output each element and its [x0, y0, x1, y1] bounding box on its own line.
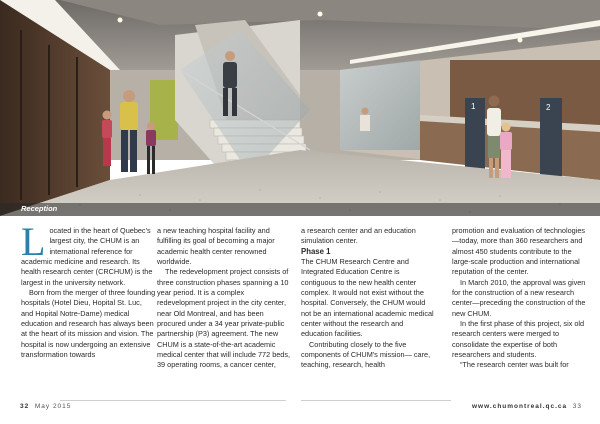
photo-caption: Reception: [21, 204, 58, 213]
page-number-left: 32: [20, 403, 30, 410]
page-number-right: 33: [572, 403, 582, 410]
paragraph: In the first phase of this project, six old research centers were merged to consolidate the expertise of both researchers and students.: [452, 319, 585, 360]
article-column-1: [21, 219, 156, 360]
article-column-2: [157, 226, 292, 371]
article-column-4: [452, 226, 587, 371]
counter-number-1: 1: [471, 102, 476, 111]
paragraph: In March 2010, the approval was given for the construction of a new research center—preceding the construction of the new CHUM.: [452, 277, 586, 318]
issue-date: May 2015: [34, 403, 72, 410]
paragraph: a new teaching hospital facility and fulfilling its goal of becoming a major academic health center renowned worldwide.: [157, 226, 275, 267]
paragraph: The redevelopment project consists of three construction phases spanning a 10 year period. It is a complex redevelopment project in the city center, near Old Montreal, and has been procured under a 34 year private-public partnership (P3) agreement. The new CHUM is a state-of-the-art academic medical center that will include 772 beds, 39 operating rooms, a cancer center,: [157, 267, 291, 370]
paragraph: a research center and an education simulation center.: [301, 226, 416, 246]
footer-rule-right: [301, 400, 451, 401]
paragraph: ocated in the heart of Quebec's largest city, the CHUM is an international reference for academic medicine and research. Its health research center (CRCHUM) is the largest in the university network.: [21, 226, 153, 287]
article-column-3: [301, 226, 436, 371]
paragraph: Born from the merger of three founding hospitals (Hotel Dieu, Hopital St. Luc, and Hopital Notre-Dame) medical education and research has always been at the heart of its mission and vision. The hospital is now undergoing an extensive transformation towards: [21, 288, 156, 360]
photo-caption-bar: [0, 203, 600, 216]
paragraph: “The research center was built for: [460, 360, 569, 370]
footer-rule-left: [60, 400, 286, 401]
paragraph: Contributing closely to the five components of CHUM's mission— care, teaching, research, health: [301, 339, 431, 370]
drop-cap: L: [21, 219, 46, 264]
footer-left: [20, 403, 71, 410]
counter-number-2: 2: [546, 103, 551, 112]
paragraph: promotion and evaluation of technologies—today, more than 360 researchers and almost 450 students contribute to the large-scale production and international reputation of the center.: [452, 226, 586, 277]
website: www.chumontreal.qc.ca: [471, 403, 568, 410]
footer-right: [472, 403, 582, 410]
section-heading: Phase 1: [301, 246, 331, 256]
paragraph: The CHUM Research Centre and Integrated Education Centre is contiguous to the new health center complex. It would not exist without the hospital. Conversely, the CHUM would not be an international academic medical center without the research and education facilities.: [301, 257, 434, 339]
